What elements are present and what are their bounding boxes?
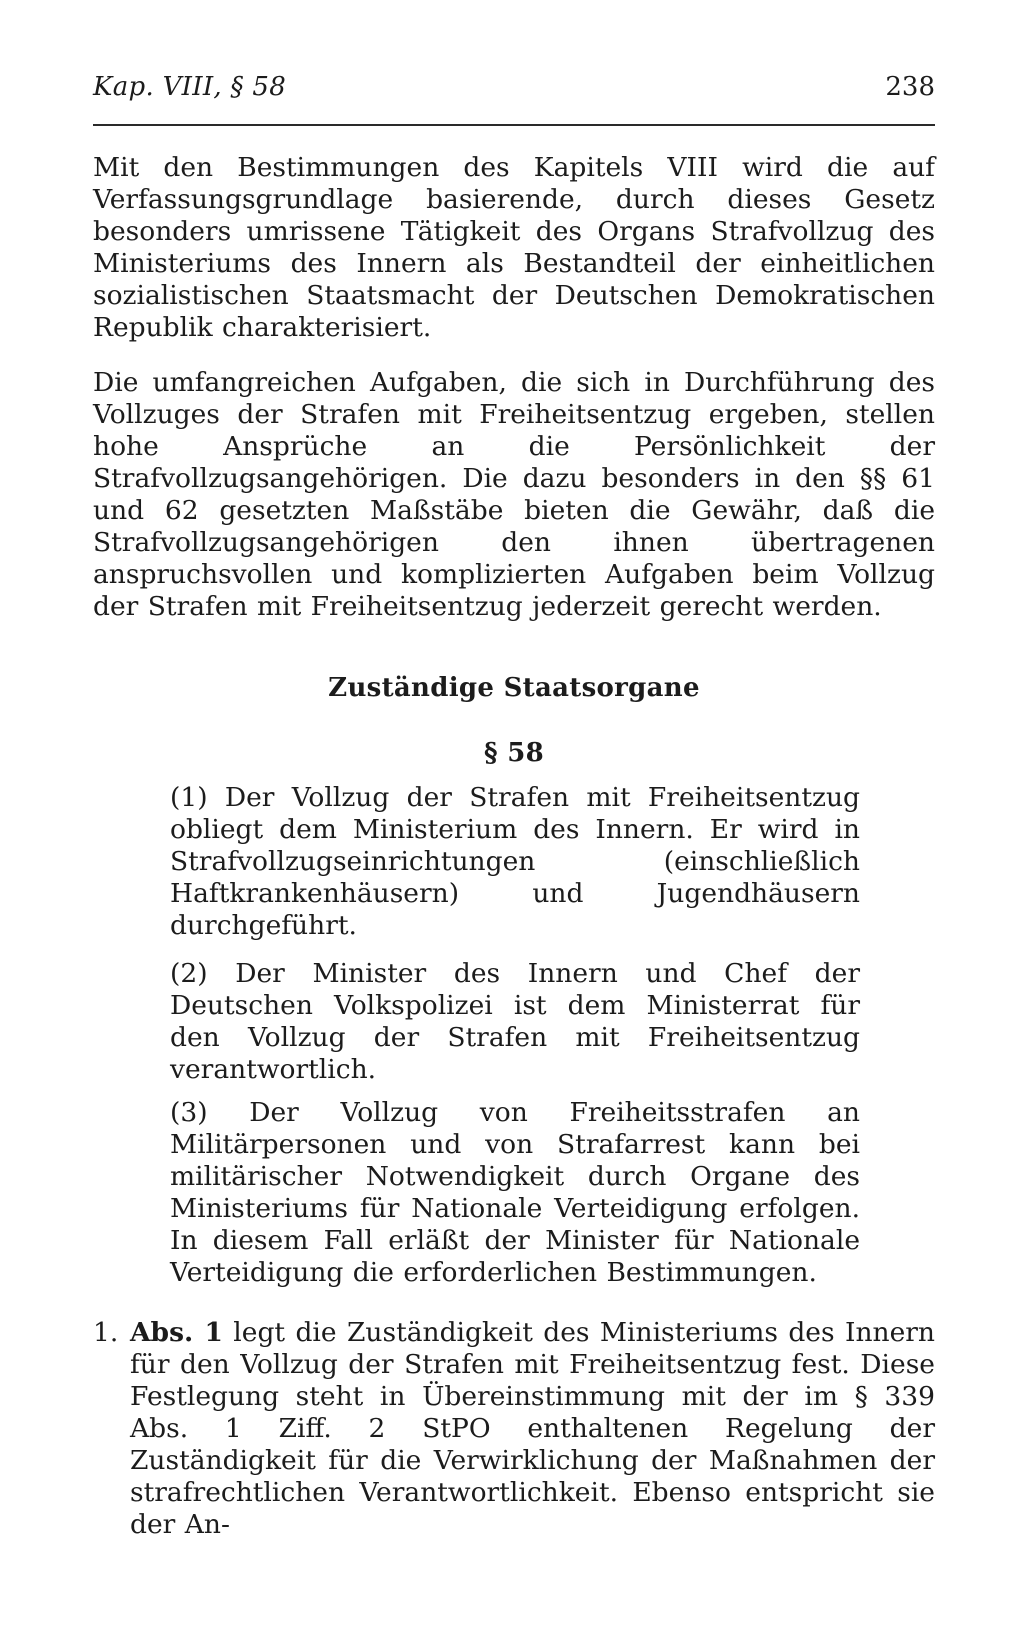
- subsection-3: (3) Der Vollzug von Freiheitsstrafen an Militärpersonen und von Strafarrest kann bei militärischer Notwendigkeit durch Organe des Ministeriums für Nationale Verteidigung erfolgen. In diesem Fall erläßt der Minister für Nationale Verteidigung die erforderlichen Bestimmungen.: [170, 1097, 860, 1288]
- paragraph-sign: § 58: [483, 738, 545, 768]
- intro-paragraph-1: Mit den Bestimmungen des Kapitels VIII wird die auf Verfassungsgrundlage basierende, durch dieses Gesetz besonders umrissene Tätigkeit des Organs Strafvollzug des Ministeriums des Innern als Bestandteil der einheitlichen sozialistischen Staatsmacht der Deutschen Demokratischen Republik charakterisiert.: [93, 152, 935, 343]
- intro-paragraph-2: Die umfangreichen Aufgaben, die sich in Durchführung des Vollzuges der Strafen mit Freiheitsentzug ergeben, stellen hohe Ansprüche an die Persönlichkeit der Strafvollzugsangehörigen. Die dazu besonders in den §§ 61 und 62 gesetzten Maßstäbe bieten die Gewähr, daß die Strafvollzugsangehörigen den ihnen übertragenen anspruchsvollen und komplizierten Aufgaben beim Vollzug der Strafen mit Freiheitsentzug jederzeit gerecht werden.: [93, 367, 935, 622]
- note-lead: Abs. 1: [130, 1317, 223, 1348]
- section-heading: Zuständige Staatsorgane: [328, 673, 700, 703]
- note-body: [130, 1317, 935, 1541]
- commentary-note: [93, 1317, 935, 1541]
- note-number: 1.: [93, 1317, 119, 1348]
- page-number: 238: [885, 72, 935, 102]
- running-header: [93, 72, 935, 108]
- subsection-2: (2) Der Minister des Innern und Chef der Deutschen Volkspolizei ist dem Ministerrat für den Vollzug der Strafen mit Freiheitsentzug verantwortlich.: [170, 958, 860, 1085]
- chapter-reference: Kap. VIII, § 58: [93, 72, 287, 102]
- note-text: legt die Zuständigkeit des Ministeriums des Innern für den Vollzug der Strafen mit Freiheitsentzug fest. Diese Festlegung steht in Übereinstimmung mit der im § 339 Abs. 1 Ziff. 2 StPO enthaltenen Regelung der Zuständigkeit für die Verwirklichung der Maßnahmen der strafrechtlichen Verantwortlichkeit. Ebenso entspricht sie der An-: [130, 1317, 935, 1540]
- header-rule: [93, 124, 935, 126]
- subsection-1: (1) Der Vollzug der Strafen mit Freiheitsentzug obliegt dem Ministerium des Innern. Er wird in Strafvollzugseinrichtungen (einschließlich Haftkrankenhäusern) und Jugendhäusern durchgeführt.: [170, 782, 860, 941]
